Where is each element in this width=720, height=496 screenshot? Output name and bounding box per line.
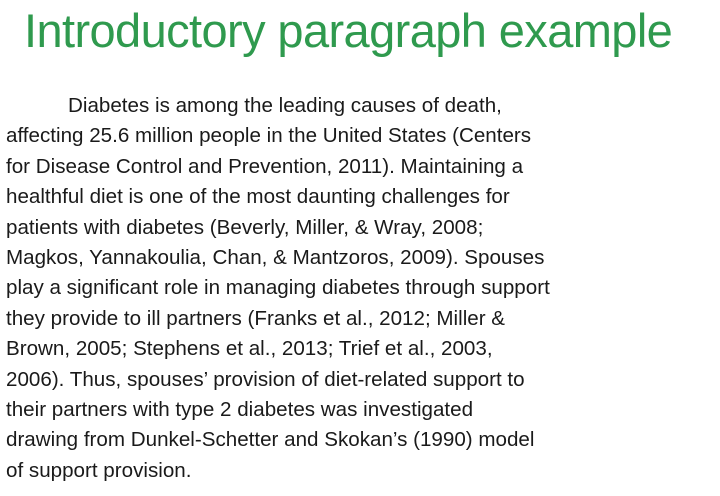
paragraph-line: Magkos, Yannakoulia, Chan, & Mantzoros, 2009). Spouses — [6, 245, 545, 269]
paragraph-line: their partners with type 2 diabetes was investigated — [6, 397, 474, 421]
paragraph-line: drawing from Dunkel-Schetter and Skokan’s (1990) model — [6, 428, 535, 452]
paragraph-line: 2006). Thus, spouses’ provision of diet-related support to — [6, 367, 525, 391]
slide-title: Introductory paragraph example — [24, 4, 673, 57]
paragraph-line: patients with diabetes (Beverly, Miller, & Wray, 2008; — [6, 215, 484, 239]
paragraph-line: of support provision. — [6, 458, 192, 482]
paragraph-line: Brown, 2005; Stephens et al., 2013; Trief et al., 2003, — [6, 337, 493, 361]
paragraph-line: affecting 25.6 million people in the United States (Centers — [6, 124, 532, 148]
paragraph-line: they provide to ill partners (Franks et al., 2012; Miller & — [6, 306, 506, 330]
paragraph-line: for Disease Control and Prevention, 2011). Maintaining a — [6, 154, 524, 178]
paragraph-line: Diabetes is among the leading causes of death, — [68, 94, 502, 117]
paragraph-line: play a significant role in managing diabetes through support — [6, 276, 550, 300]
intro-paragraph — [6, 91, 714, 486]
paragraph-line: healthful diet is one of the most daunting challenges for — [6, 185, 510, 209]
